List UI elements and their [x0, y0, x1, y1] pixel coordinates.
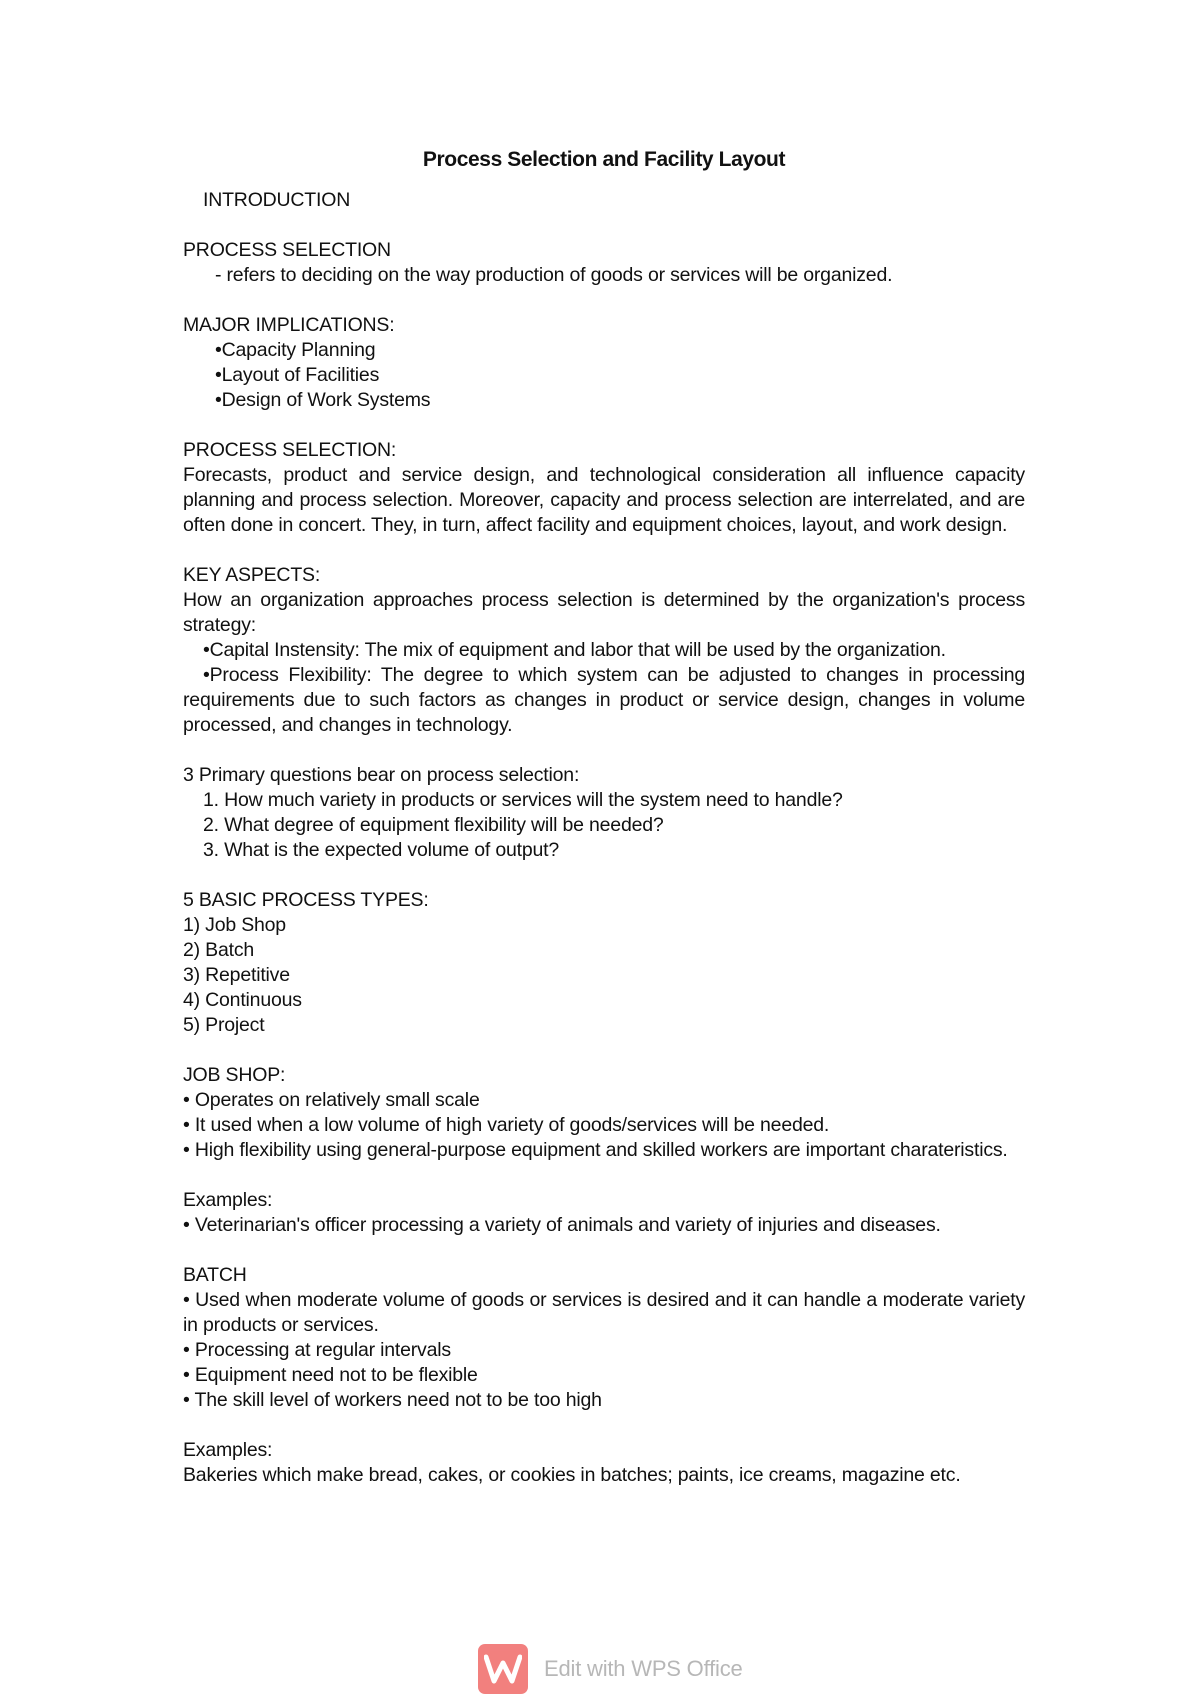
process-types-heading: 5 BASIC PROCESS TYPES: — [183, 889, 429, 911]
list-item: 5) Project — [183, 1014, 265, 1036]
process-selection-heading: PROCESS SELECTION — [183, 239, 391, 261]
process-selection-definition: - refers to deciding on the way production of goods or services will be organized. — [215, 264, 893, 286]
job-shop-example: • Veterinarian's officer processing a variety of animals and variety of injuries and diseases. — [183, 1214, 941, 1236]
list-item: • Used when moderate volume of goods or services is desired and it can handle a moderate variety in products or services. — [183, 1289, 1025, 1336]
list-item: 4) Continuous — [183, 989, 302, 1011]
wps-watermark[interactable] — [478, 1644, 743, 1694]
list-item: • Processing at regular intervals — [183, 1339, 451, 1361]
list-item: 2) Batch — [183, 939, 255, 961]
list-item: •Capacity Planning — [215, 339, 376, 361]
wps-logo-icon — [478, 1644, 528, 1694]
questions-heading: 3 Primary questions bear on process selection: — [183, 764, 580, 786]
major-implications-heading: MAJOR IMPLICATIONS: — [183, 314, 395, 336]
key-aspects-flexibility: •Process Flexibility: The degree to which system can be adjusted to changes in processing requirements due to such factors as changes in product or service design, changes in volume processed, and changes in technology. — [183, 664, 1025, 736]
batch-example: Bakeries which make bread, cakes, or cookies in batches; paints, ice creams, magazine etc. — [183, 1464, 961, 1486]
introduction-heading: INTRODUCTION — [203, 189, 351, 211]
list-item: 3) Repetitive — [183, 964, 290, 986]
list-item: 3. What is the expected volume of output? — [203, 839, 560, 861]
list-item: • High flexibility using general-purpose equipment and skilled workers are important charateristics. — [183, 1139, 1008, 1161]
list-item: • Operates on relatively small scale — [183, 1089, 480, 1111]
process-selection-heading-2: PROCESS SELECTION: — [183, 439, 397, 461]
key-aspects-heading: KEY ASPECTS: — [183, 564, 321, 586]
list-item: • Equipment need not to be flexible — [183, 1364, 478, 1386]
list-item: • It used when a low volume of high variety of goods/services will be needed. — [183, 1114, 830, 1136]
document-page — [183, 140, 1025, 1488]
list-item: •Design of Work Systems — [215, 389, 431, 411]
process-selection-paragraph: Forecasts, product and service design, and technological consideration all influence capacity planning and process selection. Moreover, capacity and process selection are interrelated, and are often done in concert. They, in turn, affect facility and equipment choices, layout, and work design. — [183, 464, 1025, 536]
job-shop-examples-heading: Examples: — [183, 1189, 273, 1211]
list-item: •Layout of Facilities — [215, 364, 380, 386]
document-title: Process Selection and Facility Layout — [422, 148, 786, 171]
list-item: • The skill level of workers need not to be too high — [183, 1389, 602, 1411]
list-item: 1. How much variety in products or services will the system need to handle? — [203, 789, 843, 811]
job-shop-heading: JOB SHOP: — [183, 1064, 286, 1086]
batch-heading: BATCH — [183, 1264, 247, 1286]
list-item: 1) Job Shop — [183, 914, 286, 936]
wps-watermark-text: Edit with WPS Office — [544, 1656, 743, 1681]
batch-examples-heading: Examples: — [183, 1439, 273, 1461]
key-aspects-intro: How an organization approaches process selection is determined by the organization's process strategy: — [183, 589, 1025, 636]
key-aspects-capital: •Capital Instensity: The mix of equipment and labor that will be used by the organization. — [203, 639, 946, 661]
list-item: 2. What degree of equipment flexibility will be needed? — [203, 814, 664, 836]
